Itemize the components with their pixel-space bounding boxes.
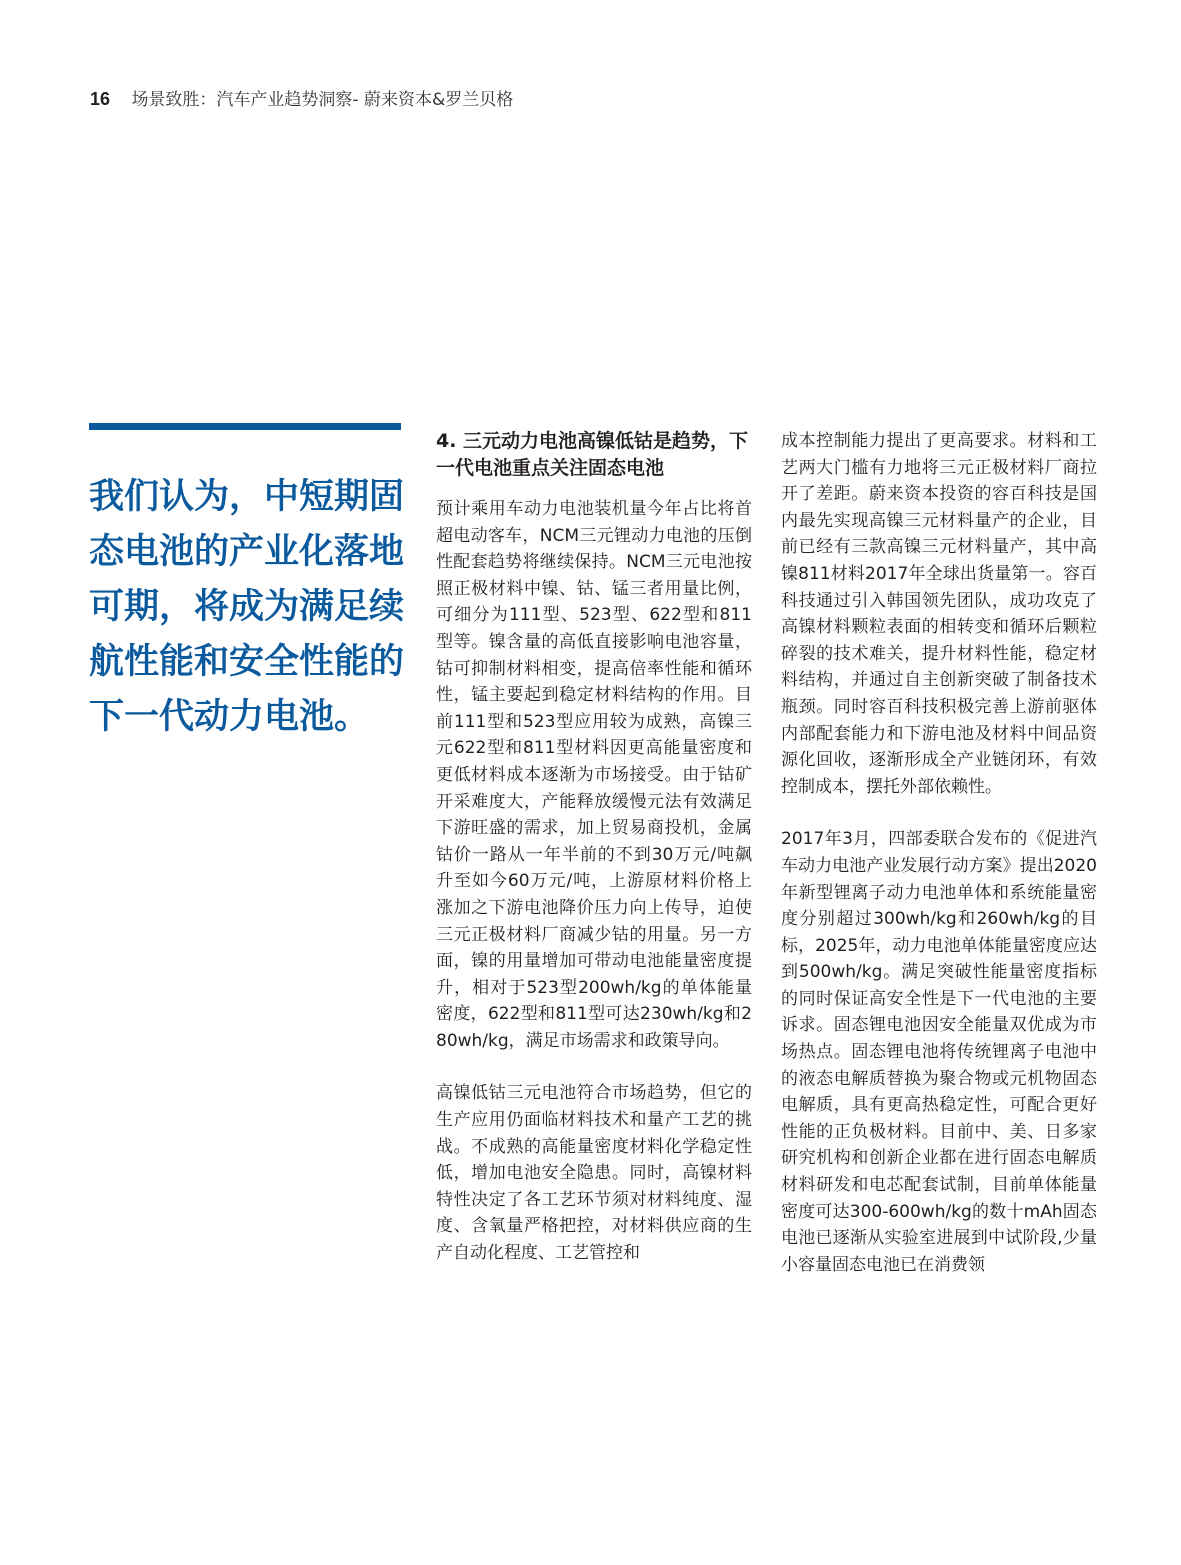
paragraph-2-continued: 成本控制能力提出了更高要求。材料和工艺两大门槛有力地将三元正极材料厂商拉开了差距。蔚来资本投资的容百科技是国内最先实现高镍三元材料量产的企业，目前已经有三款高镍三元材料量产，其中高镍811材料2017年全球出货量第一。容百科技通过引入韩国领先团队，成功攻克了高镍材料颗粒表面的相转变和循环后颗粒碎裂的技术难关，提升材料性能，稳定材料结构，并通过自主创新突破了制备技术瓶颈。同时容百科技积极完善上游前驱体内部配套能力和下游电池及材料中间品资源化回收，逐渐形成全产业链闭环，有效控制成本，摆托外部依赖性。 bbox=[781, 431, 1097, 797]
page-header bbox=[90, 85, 513, 110]
column-middle bbox=[436, 428, 752, 1293]
paragraph-3: 2017年3月，四部委联合发布的《促进汽车动力电池产业发展行动方案》提出2020年新型锂离子动力电池单体和系统能量密度分别超过300wh/kg和260wh/kg的目标，2025年，动力电池单体能量密度应达到500wh/kg。满足突破性能量密度指标的同时保证高安全性是下一代电池的主要诉求。固态锂电池因安全能量双优成为市场热点。固态锂电池将传统锂离子电池中的液态电解质替换为聚合物或元机物固态电解质，具有更高热稳定性，可配合更好性能的正负极材料。目前中、美、日多家研究机构和创新企业都在进行固态电解质材料研发和电芯配套试制，目前单体能量密度可达300-600wh/kg的数十mAh固态电池已逐渐从实验室进展到中试阶段,少量小容量固态电池已在消费领 bbox=[781, 829, 1097, 1275]
pull-quote: 我们认为，中短期固态电池的产业化落地可期，将成为满足续航性能和安全性能的下一代动力电池。 bbox=[89, 477, 405, 737]
running-title: 场景致胜：汽车产业趋势洞察- 蔚来资本&罗兰贝格 bbox=[131, 90, 514, 110]
page-number: 16 bbox=[90, 89, 111, 109]
paragraph-1: 预计乘用车动力电池装机量今年占比将首超电动客车，NCM三元锂动力电池的压倒性配套趋势将继续保持。NCM三元电池按照正极材料中镍、钴、锰三者用量比例，可细分为111型、523型、622型和811型等。镍含量的高低直接影响电池容量，钴可抑制材料相变，提高倍率性能和循环性，锰主要起到稳定材料结构的作用。目前111型和523型应用较为成熟，高镍三元622型和811型材料因更高能量密度和更低材料成本逐渐为市场接受。由于钴矿开采难度大，产能释放缓慢元法有效满足下游旺盛的需求，加上贸易商投机，金属钴价一路从一年半前的不到30万元/吨飙升至如今60万元/吨，上游原材料价格上涨加之下游电池降价压力向上传导，迫使三元正极材料厂商减少钴的用量。另一方面，镍的用量增加可带动电池能量密度提升，相对于523型200wh/kg的单体能量密度，622型和811型可达230wh/kg和280wh/kg，满足市场需求和政策导向。 bbox=[436, 499, 752, 1051]
column-right bbox=[781, 428, 1097, 1304]
section-heading: 4. 三元动力电池高镍低钴是趋势，下一代电池重点关注固态电池 bbox=[436, 430, 749, 479]
accent-rule bbox=[89, 423, 401, 430]
paragraph-2-start: 高镍低钴三元电池符合市场趋势，但它的生产应用仍面临材料技术和量产工艺的挑战。不成熟的高能量密度材料化学稳定性低，增加电池安全隐患。同时，高镍材料特性决定了各工艺环节须对材料纯度、湿度、含氧量严格把控，对材料供应商的生产自动化程度、工艺管控和 bbox=[436, 1083, 752, 1264]
